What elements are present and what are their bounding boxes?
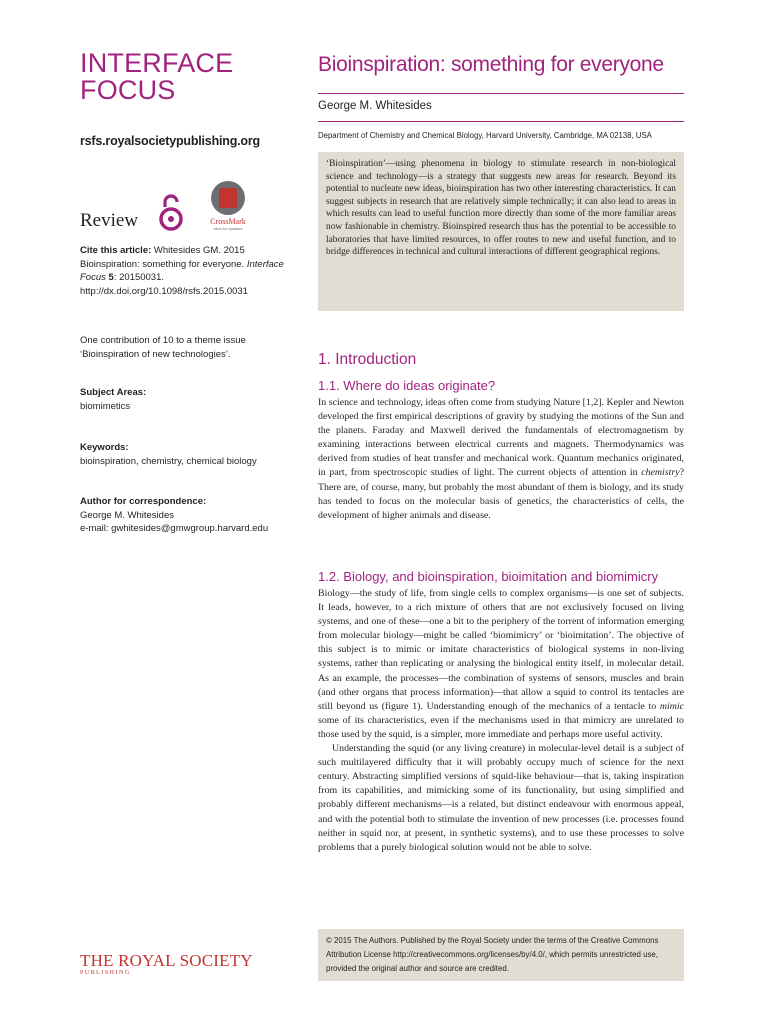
citation-block (80, 244, 295, 298)
abstract-box (318, 152, 684, 311)
cite-doi-link[interactable]: http://dx.doi.org/10.1098/rsfs.2015.0031 (80, 285, 248, 297)
paragraph (318, 396, 684, 523)
publisher-logo: THE ROYAL SOCIETY (80, 951, 253, 970)
crossmark-sub: click for updates (213, 226, 243, 231)
section-1-1-body (318, 396, 684, 523)
paragraph-text: ? There are, of course, many, but probably the most abundant of them is biology, and its study has tended to focus on the molecular basis of genetics, the characteristics of cells, the development of higher animals and disease. (318, 467, 684, 521)
emphasis-text: chemistry (641, 467, 680, 479)
crossmark-label: CrossMark (210, 217, 246, 226)
subject-link[interactable]: biomimetics (80, 400, 131, 412)
publisher-logo-sub: PUBLISHING (80, 970, 131, 976)
keywords-value: bioinspiration, chemistry, chemical biology (80, 455, 257, 467)
keywords (80, 441, 295, 468)
cite-label: Cite this article: (80, 245, 152, 256)
article-title: Bioinspiration: something for everyone (318, 53, 664, 76)
article-type-label: Review (80, 210, 139, 231)
section-1-2-body (318, 587, 684, 855)
keywords-label: Keywords: (80, 442, 129, 453)
journal-name-line1: INTERFACE (80, 48, 234, 78)
correspondence-email[interactable]: e-mail: gwhitesides@gmwgroup.harvard.edu (80, 523, 269, 534)
correspondence-name: George M. Whitesides (80, 509, 174, 521)
author-rule (318, 121, 684, 122)
open-access-icon (156, 193, 186, 233)
license-text: © 2015 The Authors. Published by the Royal Society under the terms of the Creative Commons Attribution License http://creativecommons.org/licenses/by/4.0/, which permits unrestricted use, provided the original author and source are credited. (326, 936, 659, 973)
journal-logo (80, 50, 233, 104)
subsection-heading: 1.1. Where do ideas originate? (318, 378, 496, 393)
section-heading: 1. Introduction (318, 351, 417, 368)
cite-journal: Interface Focus (80, 258, 284, 283)
correspondence (80, 495, 295, 536)
license-box (318, 929, 684, 981)
article-affiliation: Department of Chemistry and Chemical Biology, Harvard University, Cambridge, MA 02138, USA (318, 131, 652, 140)
crossmark-icon (211, 181, 245, 215)
article-author: George M. Whitesides (318, 100, 432, 112)
abstract-text: ‘Bioinspiration’—using phenomena in biology to stimulate research in non-biological science and technology—is a strategy that suggests new areas for research. Beyond its potential to nucleate new ideas, bioinspiration has two other interesting characteristics. It can suggest subjects in research that are relatively simple technically; it can also lead to areas in which results can lead to useful function more directly than some of the more familiar areas now fashionable in chemistry. Bioinspired research thus has the potential to be accessible to laboratories that have limited resources, to offer routes to new and useful function, and to bridge differences in technical and cultural interactions of different geographical regions. (326, 159, 676, 258)
paragraph (318, 587, 684, 742)
emphasis-text: mimic (659, 700, 684, 712)
cite-volume: 5 (105, 272, 114, 283)
subject-label: Subject Areas: (80, 387, 147, 398)
journal-site-link[interactable]: rsfs.royalsocietypublishing.org (80, 134, 260, 148)
journal-name-line2: FOCUS (80, 75, 176, 105)
paragraph-text: some of its characteristics, even if the mechanisms used in that mimicry are unrelated to those used by the squid, is a simpler, more immediate and perhaps more useful activity. (318, 714, 684, 740)
paragraph-text: In science and technology, ideas often come from studying Nature [1,2]. Kepler and Newton developed the first empirical descriptions of gravity by studying the motions of the Sun and the planets. Faraday and Maxwell derived the fundamentals of electromagnetism by examining interactions between electrical currents and magnets. Thermodynamics was derived from studies of heat transfer and mechanical work. Quantum mechanics originated, in part, from spectroscopic studies of light. The current objects of attention in (318, 397, 684, 479)
subject-areas (80, 386, 295, 413)
paragraph-text: Biology—the study of life, from single cells to complex organisms—is one set of subjects. It leads, however, to a rich mixture of others that are not exclusively focused on living systems, and one of these—one a bit to the periphery of the torrent of information emerging from molecular biology—might be called ‘biomimicry’ or ‘bioimitation’. The objective of this subject is to mimic or imitate characteristics of biological systems in non-living systems, rather than replicating or analysing the biological entity itself, in molecular detail. As an example, the processes—the combination of systems of sensors, muscles and brain (and other organs that process information)—that allow a squid to control its tentacles are still beyond us (figure 1). Understanding enough of the mechanics of a tentacle to (318, 588, 684, 712)
paragraph: Understanding the squid (or any living creature) in molecular-level detail is a subject of such multilayered difficulty that it will probably occupy much of science for the next century. Abstracting simplified versions of squid-like behaviour—that is, taking inspiration from its capabilities, and mimicking some of its functionality, but using simplified and probably different mechanisms—is a related, but distinct endeavour with enormous appeal, and with the potential both to stimulate the invention of new processes (i.e. processes found neither in squid nor, at present, in synthetic systems), and to use these processes to solve problems that a purely biological solution would not be able to solve. (318, 743, 684, 853)
subsection-heading: 1.2. Biology, and bioinspiration, bioimitation and biomimicry (318, 569, 659, 584)
crossmark-button[interactable] (207, 181, 249, 239)
cite-rest: : 20150031. (113, 272, 164, 283)
cite-text: Whitesides GM. 2015 Bioinspiration: something for everyone. (80, 245, 247, 270)
title-rule (318, 93, 684, 94)
correspondence-label: Author for correspondence: (80, 496, 207, 507)
contribution-note: One contribution of 10 to a theme issue ‘Bioinspiration of new technologies’. (80, 335, 246, 360)
